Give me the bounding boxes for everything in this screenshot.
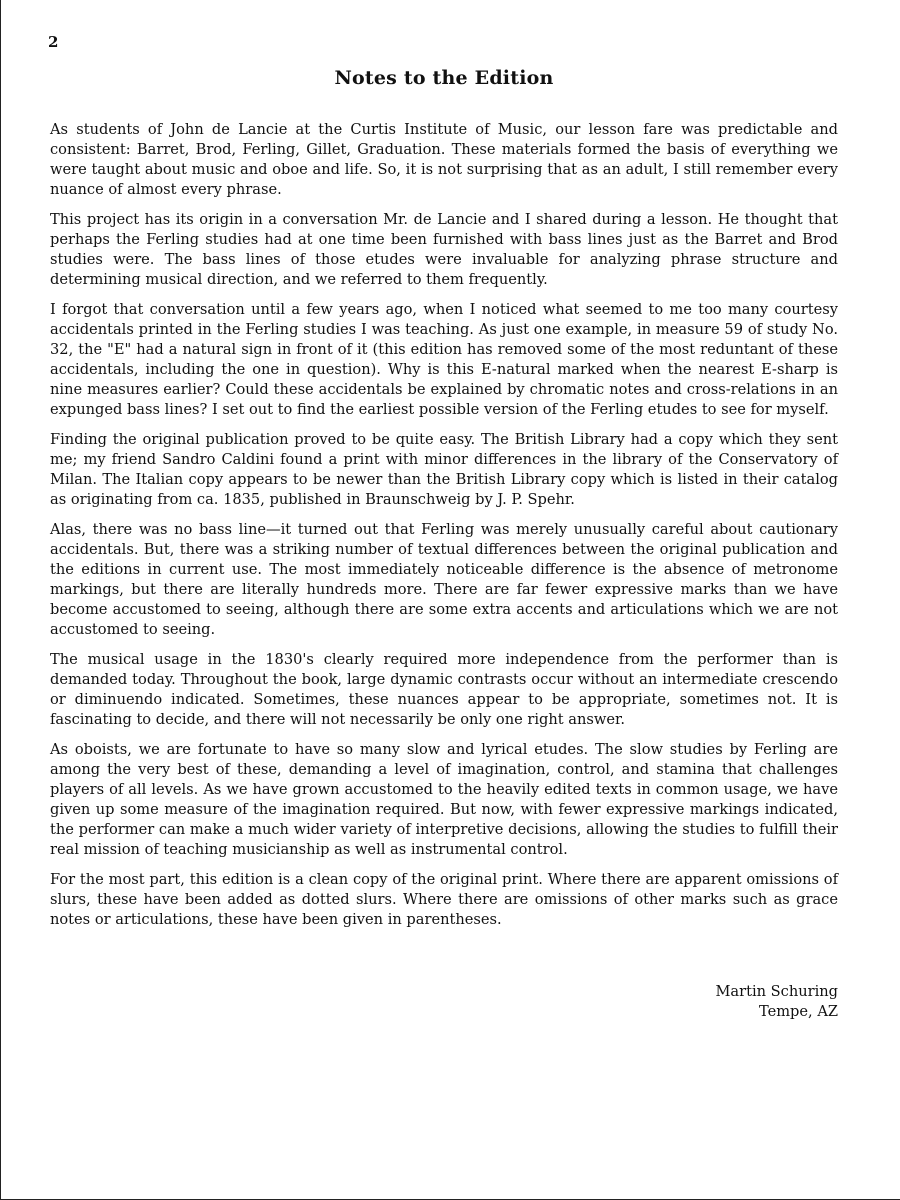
paragraph-1: As students of John de Lancie at the Curtis Institute of Music, our lesson fare was predictable and consistent: Barret, Brod, Ferling, Gillet, Graduation. These materials formed the basis of everything we were taught about music and oboe and life. So, it is not surprising that as an adult, I still remember every nuance of almost every phrase. (50, 121, 838, 198)
paragraph-3: I forgot that conversation until a few years ago, when I noticed what seemed to me too many courtesy accidentals printed in the Ferling studies I was teaching. As just one example, in measure 59 of study No. 32, the "E" had a natural sign in front of it (this edition has removed some of the most reduntant of these accidentals, including the one in question). Why is this E-natural marked when the nearest E-sharp is nine measures earlier? Could these accidentals be explained by chromatic notes and cross-relations in an expunged bass lines? I set out to find the earliest possible version of the Ferling etudes to see for myself. (50, 301, 838, 418)
body-text (50, 120, 838, 940)
paragraph-2: This project has its origin in a conversation Mr. de Lancie and I shared during a lesson. He thought that perhaps the Ferling studies had at one time been furnished with bass lines just as the Barret and Brod studies were. The bass lines of those etudes were invaluable for analyzing phrase structure and determining musical direction, and we referred to them frequently. (50, 211, 838, 288)
paragraph-8: For the most part, this edition is a clean copy of the original print. Where there are apparent omissions of slurs, these have been added as dotted slurs. Where there are omissions of other marks such as grace notes or articulations, these have been given in parentheses. (50, 871, 838, 928)
author-location: Tempe, AZ (758, 1003, 838, 1020)
paragraph-4: Finding the original publication proved to be quite easy. The British Library had a copy which they sent me; my friend Sandro Caldini found a print with minor differences in the library of the Conservatory of Milan. The Italian copy appears to be newer than the British Library copy which is listed in their catalog as originating from ca. 1835, published in Braunschweig by J. P. Spehr. (50, 431, 838, 508)
page-title: Notes to the Edition (334, 67, 554, 89)
signature-block (715, 982, 838, 1022)
paragraph-7: As oboists, we are fortunate to have so many slow and lyrical etudes. The slow studies by Ferling are among the very best of these, demanding a level of imagination, control, and stamina that challenges players of all levels. As we have grown accustomed to the heavily edited texts in common usage, we have given up some measure of the imagination required. But now, with fewer expressive markings indicated, the performer can make a much wider variety of interpretive decisions, allowing the studies to fulfill their real mission of teaching musicianship as well as instrumental control. (50, 741, 838, 858)
paragraph-5: Alas, there was no bass line—it turned out that Ferling was merely unusually careful about cautionary accidentals. But, there was a striking number of textual differences between the original publication and the editions in current use. The most immediately noticeable difference is the absence of metronome markings, but there are literally hundreds more. There are far fewer expressive marks than we have become accustomed to seeing, although there are some extra accents and articulations which we are not accustomed to seeing. (50, 521, 838, 638)
paragraph-6: The musical usage in the 1830's clearly required more independence from the performer than is demanded today. Throughout the book, large dynamic contrasts occur without an intermediate crescendo or diminuendo indicated. Sometimes, these nuances appear to be appropriate, sometimes not. It is fascinating to decide, and there will not necessarily be only one right answer. (50, 651, 838, 728)
author-name: Martin Schuring (715, 983, 838, 1000)
page-number: 2 (48, 33, 59, 51)
